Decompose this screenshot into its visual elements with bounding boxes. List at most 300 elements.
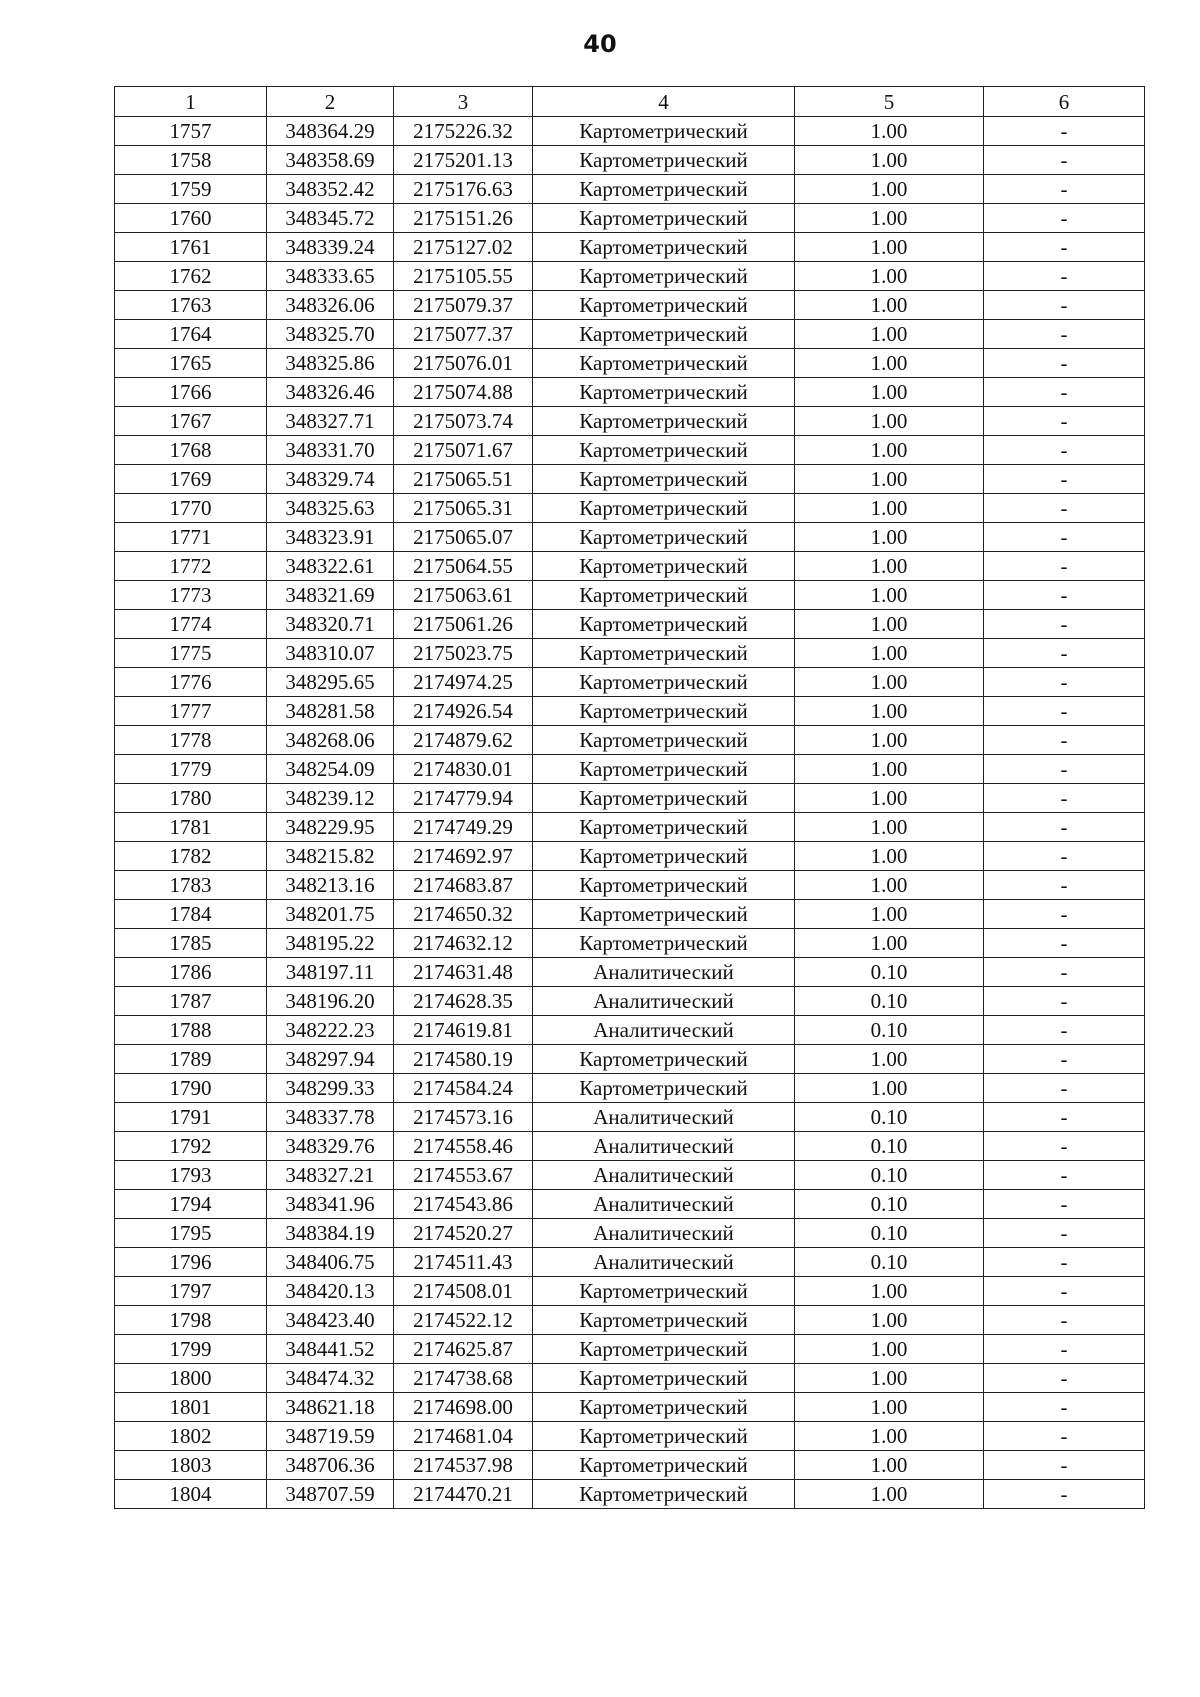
y-coordinate-cell: 2174631.48	[394, 958, 533, 987]
y-coordinate-cell: 2174558.46	[394, 1132, 533, 1161]
page-number: 40	[583, 30, 617, 58]
accuracy-cell: 0.10	[795, 1016, 984, 1045]
point-number-cell: 1803	[115, 1451, 267, 1480]
accuracy-cell: 1.00	[795, 668, 984, 697]
header-row	[115, 87, 1145, 117]
table-row	[115, 900, 1145, 929]
method-cell: Аналитический	[533, 1190, 795, 1219]
y-coordinate-cell: 2174830.01	[394, 755, 533, 784]
method-cell: Аналитический	[533, 987, 795, 1016]
table-row	[115, 175, 1145, 204]
x-coordinate-cell: 348352.42	[267, 175, 394, 204]
method-cell: Картометрический	[533, 842, 795, 871]
y-coordinate-cell: 2174625.87	[394, 1335, 533, 1364]
x-coordinate-cell: 348441.52	[267, 1335, 394, 1364]
point-number-cell: 1786	[115, 958, 267, 987]
point-number-cell: 1765	[115, 349, 267, 378]
accuracy-cell: 1.00	[795, 1451, 984, 1480]
point-number-cell: 1774	[115, 610, 267, 639]
point-number-cell: 1795	[115, 1219, 267, 1248]
table-row	[115, 1277, 1145, 1306]
x-coordinate-cell: 348310.07	[267, 639, 394, 668]
table-row	[115, 958, 1145, 987]
y-coordinate-cell: 2174779.94	[394, 784, 533, 813]
note-cell: -	[984, 900, 1145, 929]
point-number-cell: 1779	[115, 755, 267, 784]
method-cell: Картометрический	[533, 117, 795, 146]
table-row	[115, 668, 1145, 697]
point-number-cell: 1787	[115, 987, 267, 1016]
x-coordinate-cell: 348326.06	[267, 291, 394, 320]
table-row	[115, 813, 1145, 842]
method-cell: Картометрический	[533, 1277, 795, 1306]
accuracy-cell: 1.00	[795, 813, 984, 842]
x-coordinate-cell: 348325.86	[267, 349, 394, 378]
note-cell: -	[984, 494, 1145, 523]
method-cell: Картометрический	[533, 1422, 795, 1451]
method-cell: Картометрический	[533, 1306, 795, 1335]
x-coordinate-cell: 348197.11	[267, 958, 394, 987]
table-row	[115, 581, 1145, 610]
note-cell: -	[984, 1132, 1145, 1161]
point-number-cell: 1768	[115, 436, 267, 465]
point-number-cell: 1772	[115, 552, 267, 581]
point-number-cell: 1762	[115, 262, 267, 291]
method-cell: Аналитический	[533, 1219, 795, 1248]
method-cell: Картометрический	[533, 204, 795, 233]
point-number-cell: 1778	[115, 726, 267, 755]
note-cell: -	[984, 1248, 1145, 1277]
method-cell: Картометрический	[533, 349, 795, 378]
y-coordinate-cell: 2175105.55	[394, 262, 533, 291]
point-number-cell: 1800	[115, 1364, 267, 1393]
table-row	[115, 436, 1145, 465]
method-cell: Картометрический	[533, 436, 795, 465]
method-cell: Картометрический	[533, 610, 795, 639]
method-cell: Картометрический	[533, 262, 795, 291]
method-cell: Аналитический	[533, 958, 795, 987]
note-cell: -	[984, 465, 1145, 494]
note-cell: -	[984, 581, 1145, 610]
x-coordinate-cell: 348321.69	[267, 581, 394, 610]
method-cell: Картометрический	[533, 320, 795, 349]
table-row	[115, 204, 1145, 233]
accuracy-cell: 0.10	[795, 1219, 984, 1248]
accuracy-cell: 1.00	[795, 204, 984, 233]
accuracy-cell: 0.10	[795, 987, 984, 1016]
x-coordinate-cell: 348325.63	[267, 494, 394, 523]
point-number-cell: 1761	[115, 233, 267, 262]
note-cell: -	[984, 1103, 1145, 1132]
point-number-cell: 1790	[115, 1074, 267, 1103]
y-coordinate-cell: 2174974.25	[394, 668, 533, 697]
method-cell: Аналитический	[533, 1016, 795, 1045]
note-cell: -	[984, 610, 1145, 639]
method-cell: Картометрический	[533, 494, 795, 523]
x-coordinate-cell: 348331.70	[267, 436, 394, 465]
x-coordinate-cell: 348327.21	[267, 1161, 394, 1190]
x-coordinate-cell: 348281.58	[267, 697, 394, 726]
point-number-cell: 1791	[115, 1103, 267, 1132]
x-coordinate-cell: 348320.71	[267, 610, 394, 639]
note-cell: -	[984, 1016, 1145, 1045]
accuracy-cell: 1.00	[795, 1045, 984, 1074]
method-cell: Картометрический	[533, 1393, 795, 1422]
accuracy-cell: 1.00	[795, 1422, 984, 1451]
method-cell: Картометрический	[533, 726, 795, 755]
accuracy-cell: 1.00	[795, 842, 984, 871]
method-cell: Аналитический	[533, 1248, 795, 1277]
note-cell: -	[984, 1480, 1145, 1509]
note-cell: -	[984, 1277, 1145, 1306]
method-cell: Картометрический	[533, 697, 795, 726]
point-number-cell: 1801	[115, 1393, 267, 1422]
method-cell: Картометрический	[533, 1335, 795, 1364]
note-cell: -	[984, 871, 1145, 900]
method-cell: Аналитический	[533, 1132, 795, 1161]
table-row	[115, 1364, 1145, 1393]
note-cell: -	[984, 1422, 1145, 1451]
point-number-cell: 1760	[115, 204, 267, 233]
table-row	[115, 117, 1145, 146]
x-coordinate-cell: 348196.20	[267, 987, 394, 1016]
accuracy-cell: 1.00	[795, 871, 984, 900]
table-header	[115, 87, 1145, 117]
accuracy-cell: 1.00	[795, 726, 984, 755]
accuracy-cell: 1.00	[795, 407, 984, 436]
y-coordinate-cell: 2175071.67	[394, 436, 533, 465]
table-row	[115, 755, 1145, 784]
x-coordinate-cell: 348201.75	[267, 900, 394, 929]
method-cell: Картометрический	[533, 1451, 795, 1480]
y-coordinate-cell: 2174632.12	[394, 929, 533, 958]
accuracy-cell: 1.00	[795, 146, 984, 175]
x-coordinate-cell: 348297.94	[267, 1045, 394, 1074]
note-cell: -	[984, 204, 1145, 233]
table-row	[115, 349, 1145, 378]
note-cell: -	[984, 726, 1145, 755]
accuracy-cell: 1.00	[795, 320, 984, 349]
accuracy-cell: 1.00	[795, 784, 984, 813]
x-coordinate-cell: 348323.91	[267, 523, 394, 552]
point-number-cell: 1789	[115, 1045, 267, 1074]
y-coordinate-cell: 2174650.32	[394, 900, 533, 929]
y-coordinate-cell: 2175061.26	[394, 610, 533, 639]
method-cell: Картометрический	[533, 813, 795, 842]
table-row	[115, 1393, 1145, 1422]
point-number-cell: 1798	[115, 1306, 267, 1335]
y-coordinate-cell: 2175077.37	[394, 320, 533, 349]
table-row	[115, 1335, 1145, 1364]
table-row	[115, 146, 1145, 175]
x-coordinate-cell: 348706.36	[267, 1451, 394, 1480]
table-row	[115, 726, 1145, 755]
accuracy-cell: 1.00	[795, 1393, 984, 1422]
method-cell: Картометрический	[533, 755, 795, 784]
method-cell: Картометрический	[533, 233, 795, 262]
accuracy-cell: 0.10	[795, 1248, 984, 1277]
accuracy-cell: 1.00	[795, 1074, 984, 1103]
table-row	[115, 523, 1145, 552]
accuracy-cell: 1.00	[795, 175, 984, 204]
note-cell: -	[984, 523, 1145, 552]
y-coordinate-cell: 2175065.31	[394, 494, 533, 523]
x-coordinate-cell: 348329.76	[267, 1132, 394, 1161]
accuracy-cell: 1.00	[795, 523, 984, 552]
y-coordinate-cell: 2174508.01	[394, 1277, 533, 1306]
x-coordinate-cell: 348337.78	[267, 1103, 394, 1132]
accuracy-cell: 1.00	[795, 639, 984, 668]
note-cell: -	[984, 1045, 1145, 1074]
point-number-cell: 1764	[115, 320, 267, 349]
table-row	[115, 639, 1145, 668]
x-coordinate-cell: 348213.16	[267, 871, 394, 900]
table-row	[115, 494, 1145, 523]
y-coordinate-cell: 2174573.16	[394, 1103, 533, 1132]
y-coordinate-cell: 2175073.74	[394, 407, 533, 436]
header-cell-3: 3	[394, 87, 533, 117]
x-coordinate-cell: 348295.65	[267, 668, 394, 697]
accuracy-cell: 1.00	[795, 436, 984, 465]
method-cell: Картометрический	[533, 552, 795, 581]
x-coordinate-cell: 348268.06	[267, 726, 394, 755]
x-coordinate-cell: 348195.22	[267, 929, 394, 958]
point-number-cell: 1802	[115, 1422, 267, 1451]
header-cell-1: 1	[115, 87, 267, 117]
method-cell: Картометрический	[533, 146, 795, 175]
table-row	[115, 842, 1145, 871]
y-coordinate-cell: 2174470.21	[394, 1480, 533, 1509]
x-coordinate-cell: 348341.96	[267, 1190, 394, 1219]
table-row	[115, 987, 1145, 1016]
table-row	[115, 291, 1145, 320]
table-body	[115, 117, 1145, 1509]
accuracy-cell: 1.00	[795, 610, 984, 639]
x-coordinate-cell: 348621.18	[267, 1393, 394, 1422]
coordinates-table	[114, 86, 1145, 1509]
table-row	[115, 697, 1145, 726]
point-number-cell: 1804	[115, 1480, 267, 1509]
y-coordinate-cell: 2174681.04	[394, 1422, 533, 1451]
accuracy-cell: 1.00	[795, 1364, 984, 1393]
table-row	[115, 1074, 1145, 1103]
point-number-cell: 1776	[115, 668, 267, 697]
x-coordinate-cell: 348406.75	[267, 1248, 394, 1277]
table-row	[115, 1132, 1145, 1161]
table-row	[115, 233, 1145, 262]
y-coordinate-cell: 2174628.35	[394, 987, 533, 1016]
note-cell: -	[984, 407, 1145, 436]
accuracy-cell: 1.00	[795, 262, 984, 291]
note-cell: -	[984, 320, 1145, 349]
x-coordinate-cell: 348333.65	[267, 262, 394, 291]
y-coordinate-cell: 2175063.61	[394, 581, 533, 610]
accuracy-cell: 1.00	[795, 1335, 984, 1364]
point-number-cell: 1763	[115, 291, 267, 320]
method-cell: Картометрический	[533, 871, 795, 900]
point-number-cell: 1757	[115, 117, 267, 146]
note-cell: -	[984, 175, 1145, 204]
note-cell: -	[984, 233, 1145, 262]
table-row	[115, 1306, 1145, 1335]
method-cell: Картометрический	[533, 581, 795, 610]
table-row	[115, 1103, 1145, 1132]
accuracy-cell: 1.00	[795, 1277, 984, 1306]
note-cell: -	[984, 697, 1145, 726]
point-number-cell: 1770	[115, 494, 267, 523]
y-coordinate-cell: 2175127.02	[394, 233, 533, 262]
table-row	[115, 1045, 1145, 1074]
table-row	[115, 1422, 1145, 1451]
note-cell: -	[984, 668, 1145, 697]
accuracy-cell: 0.10	[795, 958, 984, 987]
y-coordinate-cell: 2175065.07	[394, 523, 533, 552]
table-row	[115, 1016, 1145, 1045]
y-coordinate-cell: 2174619.81	[394, 1016, 533, 1045]
table-row	[115, 552, 1145, 581]
accuracy-cell: 1.00	[795, 291, 984, 320]
x-coordinate-cell: 348327.71	[267, 407, 394, 436]
method-cell: Картометрический	[533, 291, 795, 320]
x-coordinate-cell: 348474.32	[267, 1364, 394, 1393]
x-coordinate-cell: 348325.70	[267, 320, 394, 349]
y-coordinate-cell: 2175151.26	[394, 204, 533, 233]
x-coordinate-cell: 348222.23	[267, 1016, 394, 1045]
method-cell: Картометрический	[533, 668, 795, 697]
header-cell-6: 6	[984, 87, 1145, 117]
point-number-cell: 1777	[115, 697, 267, 726]
note-cell: -	[984, 1335, 1145, 1364]
note-cell: -	[984, 378, 1145, 407]
point-number-cell: 1766	[115, 378, 267, 407]
note-cell: -	[984, 117, 1145, 146]
y-coordinate-cell: 2174879.62	[394, 726, 533, 755]
table-row	[115, 465, 1145, 494]
table-row	[115, 871, 1145, 900]
note-cell: -	[984, 813, 1145, 842]
method-cell: Картометрический	[533, 407, 795, 436]
x-coordinate-cell: 348384.19	[267, 1219, 394, 1248]
accuracy-cell: 1.00	[795, 697, 984, 726]
y-coordinate-cell: 2175064.55	[394, 552, 533, 581]
y-coordinate-cell: 2174698.00	[394, 1393, 533, 1422]
y-coordinate-cell: 2174738.68	[394, 1364, 533, 1393]
note-cell: -	[984, 1364, 1145, 1393]
table-row	[115, 1480, 1145, 1509]
x-coordinate-cell: 348299.33	[267, 1074, 394, 1103]
point-number-cell: 1797	[115, 1277, 267, 1306]
x-coordinate-cell: 348358.69	[267, 146, 394, 175]
y-coordinate-cell: 2174749.29	[394, 813, 533, 842]
point-number-cell: 1793	[115, 1161, 267, 1190]
accuracy-cell: 1.00	[795, 929, 984, 958]
note-cell: -	[984, 1161, 1145, 1190]
x-coordinate-cell: 348420.13	[267, 1277, 394, 1306]
point-number-cell: 1785	[115, 929, 267, 958]
note-cell: -	[984, 755, 1145, 784]
method-cell: Аналитический	[533, 1103, 795, 1132]
note-cell: -	[984, 1190, 1145, 1219]
header-cell-5: 5	[795, 87, 984, 117]
method-cell: Картометрический	[533, 1480, 795, 1509]
note-cell: -	[984, 349, 1145, 378]
point-number-cell: 1799	[115, 1335, 267, 1364]
note-cell: -	[984, 1074, 1145, 1103]
point-number-cell: 1769	[115, 465, 267, 494]
y-coordinate-cell: 2175226.32	[394, 117, 533, 146]
note-cell: -	[984, 987, 1145, 1016]
header-cell-4: 4	[533, 87, 795, 117]
x-coordinate-cell: 348364.29	[267, 117, 394, 146]
table-row	[115, 929, 1145, 958]
x-coordinate-cell: 348215.82	[267, 842, 394, 871]
point-number-cell: 1784	[115, 900, 267, 929]
y-coordinate-cell: 2174584.24	[394, 1074, 533, 1103]
y-coordinate-cell: 2174553.67	[394, 1161, 533, 1190]
y-coordinate-cell: 2175201.13	[394, 146, 533, 175]
note-cell: -	[984, 1219, 1145, 1248]
table-row	[115, 320, 1145, 349]
point-number-cell: 1773	[115, 581, 267, 610]
x-coordinate-cell: 348322.61	[267, 552, 394, 581]
y-coordinate-cell: 2174537.98	[394, 1451, 533, 1480]
y-coordinate-cell: 2175079.37	[394, 291, 533, 320]
note-cell: -	[984, 842, 1145, 871]
accuracy-cell: 1.00	[795, 900, 984, 929]
table-row	[115, 1451, 1145, 1480]
note-cell: -	[984, 784, 1145, 813]
method-cell: Картометрический	[533, 784, 795, 813]
y-coordinate-cell: 2175176.63	[394, 175, 533, 204]
y-coordinate-cell: 2175023.75	[394, 639, 533, 668]
accuracy-cell: 0.10	[795, 1132, 984, 1161]
point-number-cell: 1796	[115, 1248, 267, 1277]
point-number-cell: 1758	[115, 146, 267, 175]
accuracy-cell: 1.00	[795, 494, 984, 523]
y-coordinate-cell: 2174692.97	[394, 842, 533, 871]
x-coordinate-cell: 348254.09	[267, 755, 394, 784]
note-cell: -	[984, 1306, 1145, 1335]
method-cell: Картометрический	[533, 1074, 795, 1103]
x-coordinate-cell: 348329.74	[267, 465, 394, 494]
note-cell: -	[984, 291, 1145, 320]
table-row	[115, 1219, 1145, 1248]
y-coordinate-cell: 2174683.87	[394, 871, 533, 900]
y-coordinate-cell: 2174543.86	[394, 1190, 533, 1219]
point-number-cell: 1792	[115, 1132, 267, 1161]
method-cell: Картометрический	[533, 1364, 795, 1393]
method-cell: Картометрический	[533, 465, 795, 494]
method-cell: Аналитический	[533, 1161, 795, 1190]
note-cell: -	[984, 929, 1145, 958]
accuracy-cell: 1.00	[795, 378, 984, 407]
point-number-cell: 1782	[115, 842, 267, 871]
accuracy-cell: 0.10	[795, 1103, 984, 1132]
table-row	[115, 1248, 1145, 1277]
accuracy-cell: 1.00	[795, 1480, 984, 1509]
point-number-cell: 1775	[115, 639, 267, 668]
note-cell: -	[984, 1393, 1145, 1422]
x-coordinate-cell: 348229.95	[267, 813, 394, 842]
x-coordinate-cell: 348326.46	[267, 378, 394, 407]
x-coordinate-cell: 348239.12	[267, 784, 394, 813]
method-cell: Картометрический	[533, 929, 795, 958]
accuracy-cell: 1.00	[795, 581, 984, 610]
y-coordinate-cell: 2174511.43	[394, 1248, 533, 1277]
note-cell: -	[984, 639, 1145, 668]
accuracy-cell: 1.00	[795, 1306, 984, 1335]
method-cell: Картометрический	[533, 900, 795, 929]
